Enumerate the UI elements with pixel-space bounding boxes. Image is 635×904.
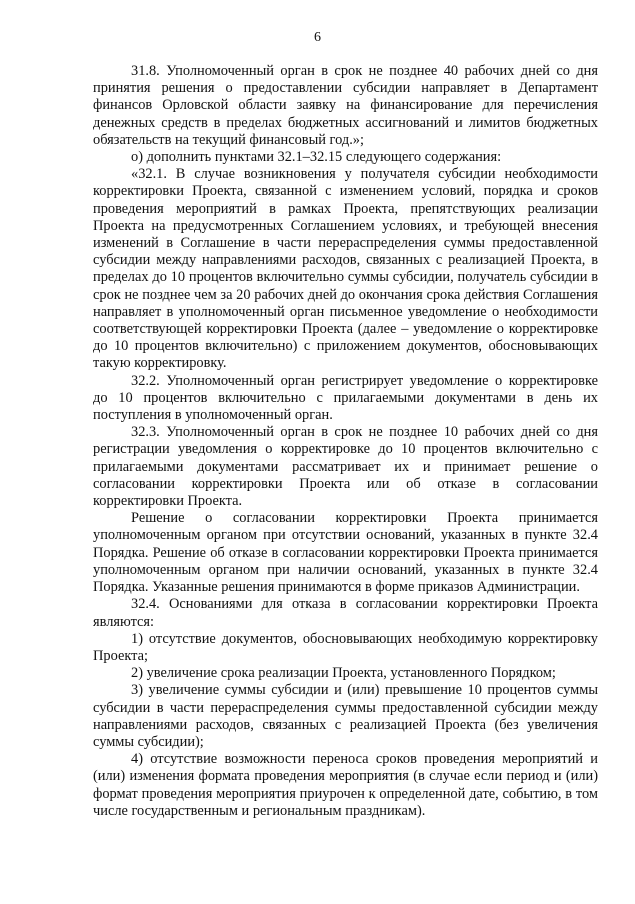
page-number: 6: [314, 30, 321, 45]
paragraph-32-2: 32.2. Уполномоченный орган регистрирует уведомление о корректировке до 10 процентов включительно с прилагаемыми документами в день их поступления в уполномоченный орган.: [93, 372, 598, 424]
paragraph-31-8: 31.8. Уполномоченный орган в срок не позднее 40 рабочих дней со дня принятия решения о предоставлении субсидии направляет в Департамент финансов Орловской области заявку на финансирование для перечисления денежных средств в пределах бюджетных ассигнований и лимитов бюджетных обязательств на текущий финансовый год.»;: [93, 63, 598, 148]
paragraph-32-3-decision: Решение о согласовании корректировки Проекта принимается уполномоченным органом при отсутствии оснований, указанных в пункте 32.4 Порядка. Решение об отказе в согласовании корректировки Проекта принимается уполномоченным органом при наличии оснований, указанных в пункте 32.4 Порядка. Указанные решения принимаются в форме приказов Администрации.: [93, 510, 598, 596]
list-item-2: 2) увеличение срока реализации Проекта, установленного Порядком;: [131, 665, 556, 682]
list-item-1: 1) отсутствие документов, обосновывающих необходимую корректировку Проекта;: [93, 630, 598, 664]
paragraph-32-4: 32.4. Основаниями для отказа в согласовании корректировки Проекта являются:: [93, 596, 598, 630]
list-item-4: 4) отсутствие возможности переноса сроков проведения мероприятий и (или) изменения формата проведения мероприятия (в случае если период и (или) формат проведения мероприятия приурочен к определенной дате, событию, в том числе государственным и региональным праздникам).: [93, 751, 598, 819]
paragraph-32-3: 32.3. Уполномоченный орган в срок не позднее 10 рабочих дней со дня регистрации уведомления о корректировке до 10 процентов включительно с прилагаемыми документами рассматривает их и принимает решение о согласовании корректировки Проекта или об отказе в согласовании корректировки Проекта.: [93, 424, 598, 510]
document-body: [93, 63, 598, 820]
paragraph-32-1: «32.1. В случае возникновения у получателя субсидии необходимости корректировки Проекта, связанной с изменением условий, порядка и сроков проведения мероприятий в рамках Проекта, препятствующих реализации Проекта на предусмотренных Соглашением условиях, и требующей внесения изменений в Соглашение в части перераспределения суммы предоставленной субсидии между направлениями расходов, связанных с реализацией Проекта, в пределах до 10 процентов включительно суммы субсидии, получатель субсидии в срок не позднее чем за 20 рабочих дней до окончания срока действия Соглашения направляет в уполномоченный орган письменное уведомление о необходимости соответствующей корректировки Проекта (далее – уведомление о корректировке до 10 процентов включительно) с приложением документов, обосновывающих такую корректировку.: [93, 166, 598, 372]
paragraph-amendment-o: о) дополнить пунктами 32.1–32.15 следующего содержания:: [131, 149, 502, 166]
list-item-3: 3) увеличение суммы субсидии и (или) превышение 10 процентов суммы субсидии в части перераспределения суммы предоставленной субсидии между направлениями расходов, связанных с реализацией Проекта (без увеличения суммы субсидии);: [93, 682, 598, 750]
